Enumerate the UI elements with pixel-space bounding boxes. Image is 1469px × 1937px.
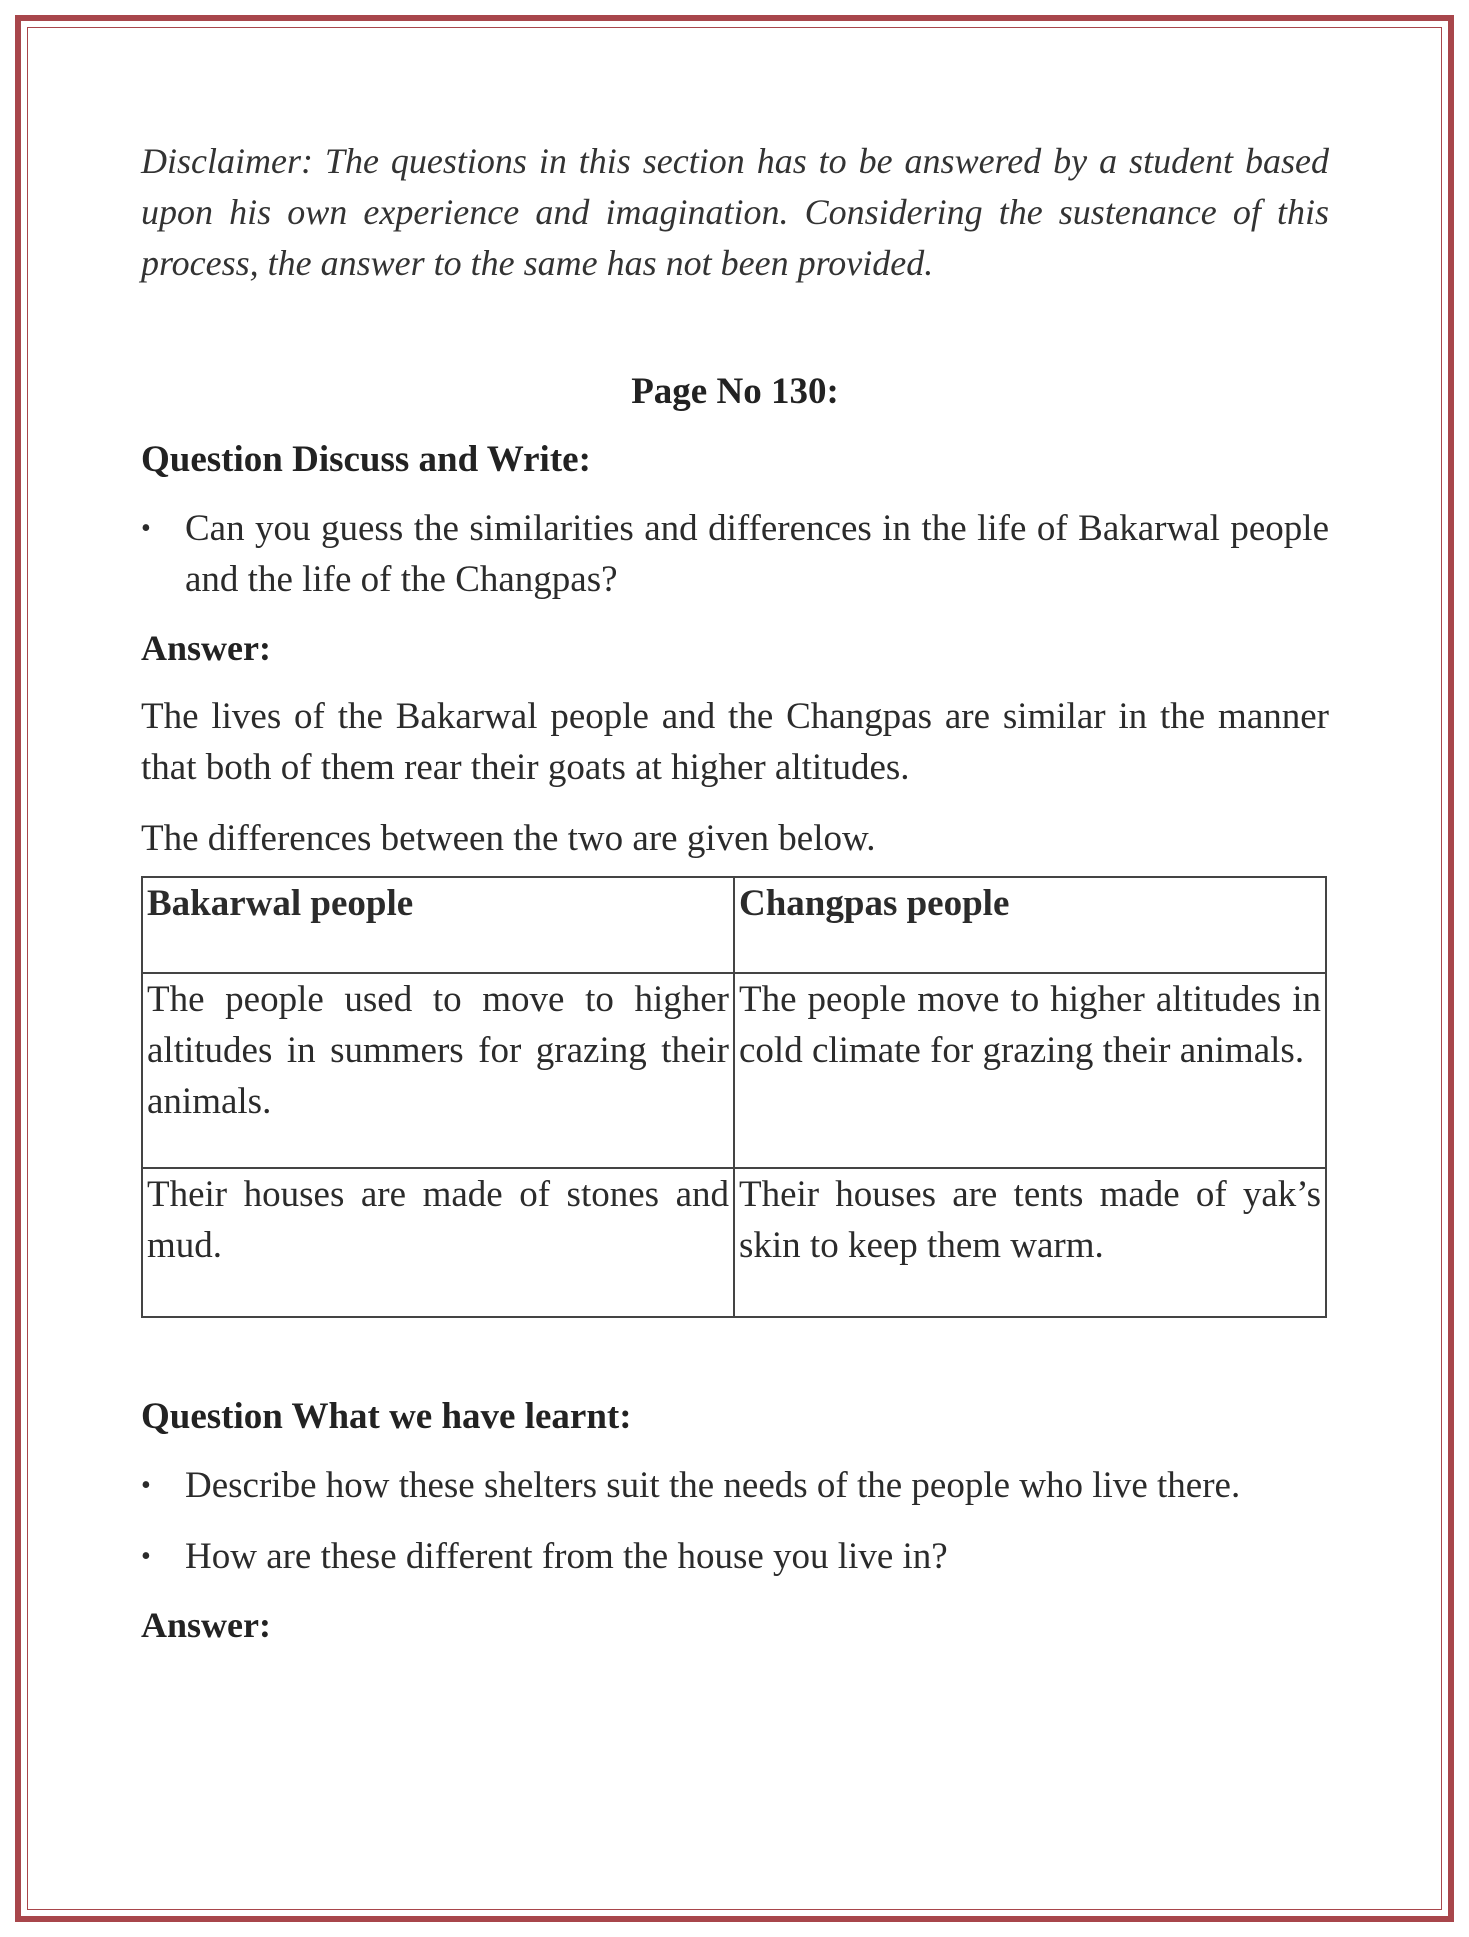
differences-table (141, 876, 1327, 1318)
table-row (142, 973, 1326, 1168)
bullet-icon: • (141, 1541, 151, 1572)
question-2-heading: Question What we have learnt: (141, 1396, 632, 1437)
question-2-bullets (141, 1460, 1329, 1582)
page-content (141, 136, 1329, 1648)
bullet-text: How are these different from the house you live in? (185, 1536, 948, 1577)
bullet-text: Can you guess the similarities and differences in the life of Bakarwal people and the life of the Changpas? (185, 508, 1329, 600)
table-cell: Their houses are made of stones and mud. (142, 1168, 734, 1317)
list-item (141, 1531, 1329, 1582)
table-cell: The people move to higher altitudes in cold climate for grazing their animals. (734, 973, 1326, 1168)
answer-paragraph: The differences between the two are given below. (141, 818, 876, 859)
answer-2-label: Answer: (141, 1605, 271, 1645)
bullet-icon: • (141, 1470, 151, 1501)
table-cell: Their houses are tents made of yak’s skin to keep them warm. (734, 1168, 1326, 1317)
question-1-heading: Question Discuss and Write: (141, 439, 591, 480)
question-1-bullets (141, 503, 1329, 605)
bullet-icon: • (141, 513, 151, 544)
table-header-changpas: Changpas people (734, 877, 1326, 973)
answer-1-label: Answer: (141, 628, 271, 668)
disclaimer-text: Disclaimer: The questions in this section has to be answered by a student based upon his own experience and imagination. Considering the sustenance of this process, the answer to the same has not been provided. (141, 141, 1329, 283)
list-item (141, 1460, 1329, 1511)
table-header-bakarwal: Bakarwal people (142, 877, 734, 973)
bullet-text: Describe how these shelters suit the needs of the people who live there. (185, 1465, 1241, 1506)
table-row (142, 1168, 1326, 1317)
list-item (141, 503, 1329, 605)
answer-paragraph: The lives of the Bakarwal people and the Changpas are similar in the manner that both of them rear their goats at higher altitudes. (141, 696, 1329, 788)
table-cell: The people used to move to higher altitudes in summers for grazing their animals. (142, 973, 734, 1168)
table-header-row (142, 877, 1326, 973)
page-number-heading: Page No 130: (631, 371, 839, 412)
